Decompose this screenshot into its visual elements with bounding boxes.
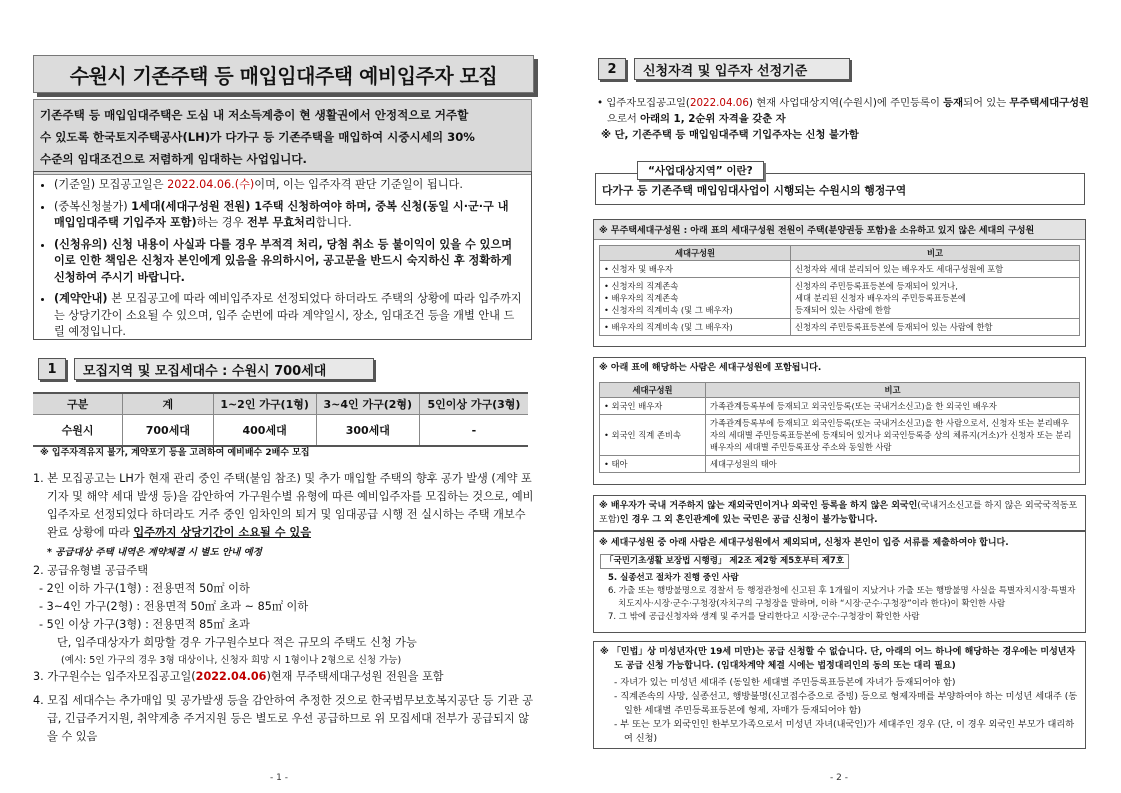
notice-text: (동일 시·군·구 내 매입임대주택 기입주자 포함) [54,199,509,229]
intro-text: 등재 [943,97,964,109]
table-cell: 400세대 [213,415,316,447]
box-heading: ※ 세대구성원 중 아래 사람은 세대구성원에서 제외되며, 신청자 본인이 입증 서류를 제출하여야 합니다. [599,538,1009,548]
law-title: 「국민기초생활 보장법 시행령」 제2조 제2항 제5호부터 제7호 [600,554,849,569]
page-2 [560,0,1121,793]
notice-no-duplicate [54,199,523,232]
notice-text: (기준일) 모집공고일은 [54,178,168,191]
item-emphasis: 입주까지 상당기간이 소요될 수 있음 [133,526,312,539]
announcement-date: 2022.04.06.(수) [167,178,255,191]
minor-list [594,676,1085,746]
col-header: 세대구성원 [600,246,791,261]
intro-text: 아래의 1, 2순위 자격을 갖춘 자 [640,113,786,125]
intro-text: 무주택세대구성원 [1009,97,1089,109]
item-3 [33,668,538,686]
table-note: ※ 입주자격유지 불가, 계약포기 등을 고려하여 예비배수 2배수 모집 [40,448,310,458]
law-item: 5. 실종선고 절차가 진행 중인 사람 [608,573,739,583]
page-title: 수원시 기존주택 등 매입임대주택 예비입주자 모집 [33,55,534,93]
table-cell: 신청자의 주민등록표등본에 등재되어 있거나, 세대 분리된 신청자 배우자의 주민등록표등본에 등재되어 있는 사람에 한함 [791,278,1080,319]
table-cell: 가족관계등록부에 등재되고 외국인등록(또는 국내거소신고)을 한 외국인 배우자 [706,398,1080,415]
notice-text: 본 모집공고에 따라 예비입주자로 선정되었다 하더라도 주택의 상황에 따라 입주까지는 상당기간이 소요될 수 있으며, 입주 순번에 따라 계약일시, 장소, 임대조건 등을 개별 안내 드릴 예정입니다. [54,292,522,338]
page-number: - 1 - [270,773,288,783]
item-1 [33,470,538,562]
minor-box [593,641,1086,749]
table-cell: 신청자의 주민등록표등본에 등재되어 있는 사람에 한함 [791,319,1080,336]
notice-contract [54,291,523,341]
intro-text: 되어 있는 [963,97,1010,109]
item-title: 2. 공급유형별 공급주택 [33,564,149,577]
notice-text: 합니다. [315,216,352,229]
household-table [599,245,1080,336]
box-heading: ※ 「민법」상 미성년자(만 19세 미만)는 공급 신청할 수 없습니다. 단, 아래의 어느 하나에 해당하는 경우에는 미성년자도 공급 신청 가능합니다. (임대차계약 체결 시에는 법정대리인의 동의 또는 대리 필요) [600,647,1076,671]
table-cell: 300세대 [316,415,419,447]
list-item: - 자녀가 있는 미성년 세대주 (동일한 세대별 주민등록표등본에 자녀가 등재되어야 함) [614,677,956,688]
law-excerpt [594,553,1085,624]
table-cell: • 신청자 및 배우자 [600,261,791,278]
intro-text: ) 현재 사업대상지역(수원시)에 주민등록이 [748,97,944,109]
item-sub: 단, 입주대상자가 희망할 경우 가구원수보다 적은 규모의 주택도 신청 가능 [57,636,417,649]
col-header: 세대구성원 [600,383,706,398]
item-text: )현재 무주택세대구성원 전원을 포함 [266,670,444,683]
section-title: 모집지역 및 모집세대수 : 수원시 700세대 [74,358,374,380]
table-cell: 수원시 [33,415,123,447]
foreign-note-box [593,495,1086,531]
item-line: - 3~4인 가구(2형) : 전용면적 50㎡ 초과 ~ 85㎡ 이하 [39,600,309,613]
section-2-header [598,58,850,80]
note-text: (국내거소신고를 하지 않은 외국국적동포 포함) [599,501,1078,525]
law-item: 7. 그 밖에 공급신청자와 생계 및 주거를 달리한다고 시장·군수·구청장이 확인한 사람 [608,612,920,622]
list-item: - 부 또는 모가 외국인인 한부모가족으로서 미성년 자녀(내국인)가 세대주인 경우 (단, 이 경우 외국인 부모가 대리하여 신청) [614,719,1075,744]
table-row [600,415,1080,456]
section-number: 1 [38,358,66,380]
foreign-note [594,496,1085,530]
page-number: - 2 - [830,773,848,783]
item-text: 3. 가구원수는 입주자모집공고일( [33,670,196,683]
law-item: 6. 가출 또는 행방불명으로 경찰서 등 행정관청에 신고된 후 1개월이 지났거나 가출 또는 행방불명 사실을 특별자치시장·특별자치도지사·시장·군수·구청장(자치구의 구청장을 말하며, 이하 “시장·군수·구청장”이라 한다)이 확인한 사람 [608,586,1076,609]
notice-caution: • (신청유의) 신청 내용이 사실과 다를 경우 부적격 처리, 당첨 취소 등 불이익이 있을 수 있으며 이로 인한 책임은 신청자 본인에게 있음을 유의하시어, 공고문을 반드시 숙지하신 후 정확하게 신청하여 주시기 바랍니다. [54,237,523,287]
table-cell: • 태아 [600,456,706,473]
table-cell: 세대구성원의 태아 [706,456,1080,473]
notice-text: (계약안내) [54,292,112,305]
item-line: - 2인 이하 가구(1형) : 전용면적 50㎡ 이하 [39,582,250,595]
intro-note: ※ 단, 기존주택 등 매입임대주택 기입주자는 신청 불가함 [601,129,859,141]
recruitment-table [33,392,528,447]
announcement-date: 2022.04.06 [689,97,749,109]
item-line: - 5인 이상 가구(3형) : 전용면적 85㎡ 초과 [39,618,250,631]
notice-text: 전부 무효처리 [246,216,316,229]
table-cell: • 외국인 직계 존비속 [600,415,706,456]
item-sub-note: (예시: 5인 가구의 경우 3형 대상이나, 신청자 희망 시 1형이나 2형으로 신청 가능) [61,655,402,666]
item-note: * 공급대상 주택 내역은 계약체결 시 별도 안내 예정 [47,547,262,558]
included-box [593,357,1086,485]
intro-line-1: 기존주택 등 매입임대주택은 도심 내 저소득계층이 현 생활권에서 안정적으로 거주할 [40,108,469,122]
table-cell: 700세대 [123,415,213,447]
table-row [600,261,1080,278]
eligibility-intro: • 입주자모집공고일(2022.04.06) 현재 사업대상지역(수원시)에 주민등록이 등재되어 있는 무주택세대구성원으로서 아래의 1, 2순위 자격을 갖춘 자 ※ 단, 기존주택 등 매입임대주택 기입주자는 신청 불가함 [597,97,1089,141]
included-table [599,382,1080,473]
table-row [33,415,528,447]
intro-box [33,99,532,175]
table-cell: 신청자와 세대 분리되어 있는 배우자도 세대구성원에 포함 [791,261,1080,278]
table-cell: - [419,415,528,447]
section-title: 신청자격 및 입주자 선정기준 [634,58,850,80]
table-cell: • 외국인 배우자 [600,398,706,415]
notice-text: (중복신청불가) [54,199,132,213]
notice-box [33,171,532,340]
intro-line-3: 수준의 임대조건으로 저렴하게 임대하는 사업입니다. [40,152,307,166]
col-header: 5인이상 가구(3형) [419,393,528,415]
section-1-header [38,358,374,380]
household-box [593,219,1086,347]
item-2 [33,562,538,670]
note-text: ※ 배우자가 국내 거주하지 않는 재외국민이거나 외국인 등록을 하지 않은 외국인 [599,501,918,511]
intro-text: 으로서 [607,113,641,125]
table-row [600,319,1080,336]
notice-text: 하는 경우 [196,216,247,229]
col-header: 비고 [791,246,1080,261]
notice-text: 이며, 이는 입주자격 판단 기준일이 됩니다. [254,178,463,191]
intro-text: 입주자모집공고일( [606,97,690,109]
table-row [600,456,1080,473]
excluded-box [593,531,1086,633]
col-header: 1~2인 가구(1형) [213,393,316,415]
definition-label: “사업대상지역” 이란? [637,161,764,180]
table-cell: • 신청자의 직계존속 • 배우자의 직계존속 • 신청자의 직계비속 (및 그 배우자) [600,278,791,319]
announcement-date: 2022.04.06 [195,670,267,683]
col-header: 계 [123,393,213,415]
col-header: 비고 [706,383,1080,398]
notice-base-date [54,177,523,194]
page-1 [0,0,560,793]
item-text: 1. 본 모집공고는 LH가 현재 관리 중인 주택(붙임 참조) 및 추가 매입할 주택의 향후 공가 발생 (계약 포기자 및 해약 세대 발생 등)을 감안하여 가구원수별 유형에 따른 예비입주자를 모집하는 것으로, 예비입주자로 선정되었다 하더라도 거주 중인 임차인의 퇴거 및 임대공급 시행 전 실시하는 주택 개보수 완료 상황에 따라 [33,472,534,539]
table-row [600,398,1080,415]
col-header: 3~4인 가구(2형) [316,393,419,415]
table-cell: • 배우자의 직계비속 (및 그 배우자) [600,319,791,336]
table-cell: 가족관계등록부에 등재되고 외국인등록(또는 국내거소신고)을 한 사람으로서, 신청자 또는 분리배우자의 세대별 주민등록표등본에 등재되어 있거나 외국인등록증 상의 체류지(거소)가 신청자 또는 분리배우자의 세대별 주민등록표상 주소와 동일한 사람 [706,415,1080,456]
box-heading: ※ 아래 표에 해당하는 사람은 세대구성원에 포함됩니다. [599,363,822,373]
item-text: 4. 모집 세대수는 추가매입 및 공가발생 등을 감안하여 추정한 것으로 한국법무보호복지공단 등 기관 공급, 긴급주거지원, 취약계층 주거지원 등은 별도로 우선 공급하므로 위 모집세대 전부가 공급되지 않을 수 있음 [33,694,533,743]
table-row [600,278,1080,319]
definition-box: 다가구 등 기존주택 매입임대사업이 시행되는 수원시의 행정구역 [595,173,1085,205]
list-item: - 직계존속의 사망, 실종선고, 행방불명(신고접수증으로 증빙) 등으로 형제자매를 부양하여야 하는 미성년 세대주 (동일한 세대별 주민등록표등본에 형제, 자매가 등재되어야 함) [614,691,1078,716]
notice-text: 1세대(세대구성원 전원) 1주택 신청하여야 하며, 중복 신청 [131,199,423,213]
box-heading: ※ 무주택세대구성원 : 아래 표의 세대구성원 전원이 주택(분양권등 포함)을 소유하고 있지 않은 세대의 구성원 [594,220,1085,240]
intro-line-2: 수 있도록 한국토지주택공사(LH)가 다가구 등 기존주택을 매입하여 시중시세의 30% [40,130,475,144]
col-header: 구분 [33,393,123,415]
note-text: 인 경우 그 외 혼인관계에 있는 국민은 공급 신청이 불가능합니다. [619,515,878,525]
item-4 [33,692,533,746]
section-number: 2 [598,58,626,80]
